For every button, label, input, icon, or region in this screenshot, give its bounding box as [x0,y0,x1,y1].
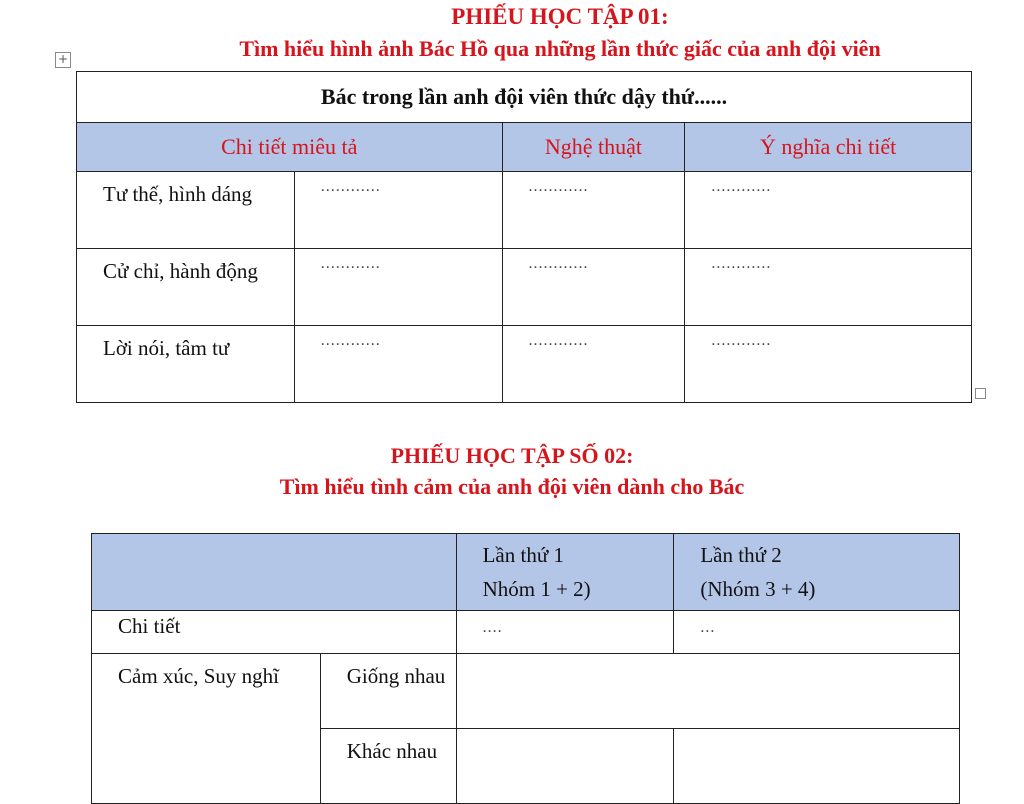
blank-cell[interactable]: ... [674,611,960,654]
header-meaning: Ý nghĩa chi tiết [685,123,972,172]
header-second-time-line1: Lần thứ 2 [700,543,782,567]
sheet1-caption: Bác trong lần anh đội viên thức dậy thứ...... [77,72,972,123]
blank-cell[interactable]: ............ [502,326,685,403]
sheet1-table [76,71,972,403]
blank-cell[interactable]: ............ [685,172,972,249]
header-first-time-line2: Nhóm 1 + 2) [482,577,591,601]
table-row [77,326,972,403]
blank-cell[interactable]: ............ [294,172,502,249]
sheet2-title: PHIẾU HỌC TẬP SỐ 02: [390,443,634,468]
row-label: Tư thế, hình dáng [77,172,295,249]
row-label: Cử chỉ, hành động [77,249,295,326]
table-row [77,172,972,249]
sub-label-different: Khác nhau [320,729,456,804]
sheet1-title: PHIẾU HỌC TẬP 01: [451,4,669,29]
blank-cell-different-2[interactable] [674,729,960,804]
header-first-time [456,534,674,611]
sheet2-table [91,533,960,804]
header-art: Nghệ thuật [502,123,685,172]
sub-label-same: Giống nhau [320,654,456,729]
sheet1-subtitle: Tìm hiểu hình ảnh Bác Hồ qua những lần thức giấc của anh đội viên [239,36,881,61]
table-row [77,249,972,326]
blank-cell[interactable]: ............ [294,249,502,326]
row-label-emotion: Cảm xúc, Suy nghĩ [92,654,321,804]
header-second-time-line2: (Nhóm 3 + 4) [700,577,816,601]
header-first-time-line1: Lần thứ 1 [482,543,564,567]
row-label: Lời nói, tâm tư [77,326,295,403]
header-second-time [674,534,960,611]
table-move-handle-icon[interactable]: + [55,52,71,68]
table-row [92,611,960,654]
header-empty [92,534,457,611]
blank-cell[interactable]: .... [456,611,674,654]
sheet2-subtitle: Tìm hiểu tình cảm của anh đội viên dành cho Bác [279,474,745,499]
blank-cell[interactable]: ............ [685,249,972,326]
blank-cell[interactable]: ............ [502,172,685,249]
blank-cell-different-1[interactable] [456,729,674,804]
blank-cell[interactable]: ............ [294,326,502,403]
blank-cell[interactable]: ............ [502,249,685,326]
table-resize-handle[interactable] [975,388,986,399]
header-detail: Chi tiết miêu tả [77,123,503,172]
table-row [92,654,960,729]
row-label-detail: Chi tiết [92,611,457,654]
blank-cell-same[interactable] [456,654,959,729]
blank-cell[interactable]: ............ [685,326,972,403]
